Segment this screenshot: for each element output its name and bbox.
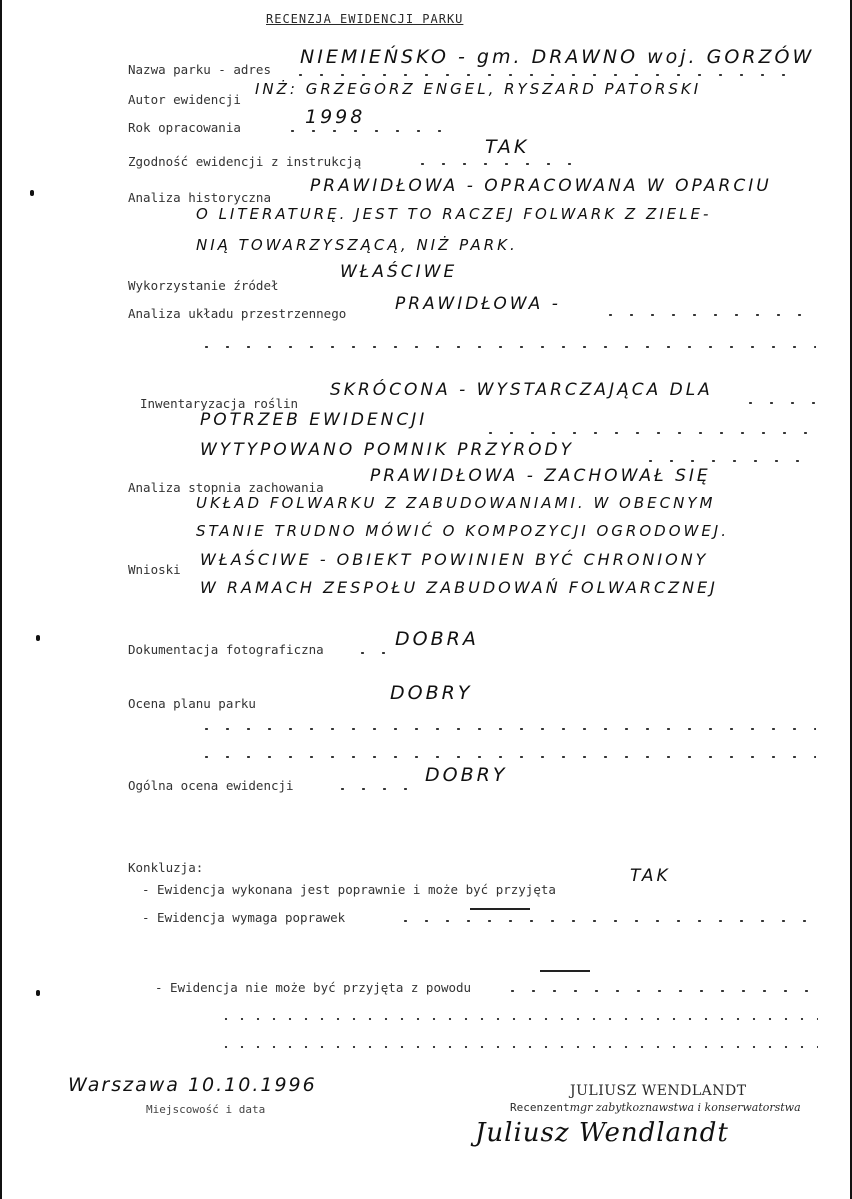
uklad-value: PRAWIDŁOWA -	[395, 294, 561, 314]
margin-mark	[36, 635, 40, 641]
margin-mark	[36, 990, 40, 996]
zrodla-value: WŁAŚCIWE	[340, 262, 458, 282]
konkluzja-opt3-dots-2	[218, 1018, 818, 1020]
autor-label: Autor ewidencji	[128, 92, 241, 107]
zgodnosc-label: Zgodność ewidencji z instrukcją	[128, 154, 362, 169]
konkluzja-heading: Konkluzja:	[128, 860, 204, 875]
uklad-dots-1	[600, 314, 810, 316]
ogolna-label: Ogólna ocena ewidencji	[128, 778, 294, 793]
opt2-stroke	[470, 908, 530, 910]
plan-dots-1	[196, 728, 816, 730]
autor-value: INŻ: GRZEGORZ ENGEL, RYSZARD PATORSKI	[255, 80, 702, 98]
document-title: RECENZJA EWIDENCJI PARKU	[266, 12, 464, 26]
place-date: Warszawa 10.10.1996	[68, 1074, 317, 1096]
dokumentacja-dots	[352, 652, 392, 654]
inwent-dots-1	[740, 402, 820, 404]
konkluzja-opt3: - Ewidencja nie może być przyjęta z powodu	[155, 980, 472, 995]
inwent-label: Inwentaryzacja roślin	[140, 396, 299, 411]
zrodla-label: Wykorzystanie źródeł	[128, 278, 279, 293]
nazwa-label: Nazwa parku - adres	[128, 62, 271, 77]
stopien-line1: PRAWIDŁOWA - ZACHOWAŁ SIĘ	[370, 466, 711, 486]
dokumentacja-label: Dokumentacja fotograficzna	[128, 642, 324, 657]
wnioski-line1: WŁAŚCIWE - OBIEKT POWINIEN BYĆ CHRONIONY	[200, 550, 709, 569]
wnioski-line2: W RAMACH ZESPOŁU ZABUDOWAŃ FOLWARCZNEJ	[200, 578, 718, 597]
reviewer-role: mgr zabytkoznawstwa i konserwatorstwa	[569, 1101, 801, 1114]
inwent-dots-3	[640, 460, 815, 462]
plan-label: Ocena planu parku	[128, 696, 256, 711]
plan-value: DOBRY	[390, 682, 473, 704]
analiza-hist-line1: PRAWIDŁOWA - OPRACOWANA W OPARCIU	[310, 176, 772, 196]
zgodnosc-dots	[412, 163, 582, 165]
nazwa-dots	[290, 74, 800, 76]
konkluzja-opt1-value: TAK	[630, 866, 671, 886]
konkluzja-opt2-dots	[395, 920, 815, 922]
ogolna-dots	[332, 788, 422, 790]
konkluzja-opt3-dots-3	[218, 1046, 818, 1048]
reviewer-role-prefix: Recenzent	[510, 1101, 570, 1114]
inwent-line2: POTRZEB EWIDENCJI	[200, 410, 428, 430]
margin-mark	[30, 190, 34, 196]
uklad-dots-2	[196, 346, 816, 348]
analiza-hist-line2: O LITERATURĘ. JEST TO RACZEJ FOLWARK Z ZIELE-	[196, 205, 712, 223]
rok-value: 1998	[305, 106, 366, 128]
opt3-stroke	[540, 970, 590, 972]
konkluzja-opt2: - Ewidencja wymaga poprawek	[142, 910, 346, 925]
inwent-line3: WYTYPOWANO POMNIK PRZYRODY	[200, 440, 575, 460]
konkluzja-opt3-dots-1	[502, 990, 812, 992]
reviewer-role-line	[510, 1101, 801, 1114]
stopien-line2: UKŁAD FOLWARKU Z ZABUDOWANIAMI. W OBECNYM	[196, 494, 716, 512]
uklad-label: Analiza układu przestrzennego	[128, 306, 347, 321]
rok-label: Rok opracowania	[128, 120, 241, 135]
analiza-hist-line3: NIĄ TOWARZYSZĄCĄ, NIŻ PARK.	[196, 236, 518, 254]
plan-dots-2	[196, 756, 816, 758]
ogolna-value: DOBRY	[425, 764, 508, 786]
dokumentacja-value: DOBRA	[395, 628, 479, 650]
zgodnosc-value: TAK	[485, 136, 530, 158]
stopien-line3: STANIE TRUDNO MÓWIĆ O KOMPOZYCJI OGRODOWEJ.	[196, 522, 730, 540]
wnioski-label: Wnioski	[128, 562, 181, 577]
analiza-hist-label: Analiza historyczna	[128, 190, 271, 205]
inwent-line1: SKRÓCONA - WYSTARCZAJĄCA DLA	[330, 380, 713, 400]
inwent-dots-2	[480, 432, 815, 434]
reviewer-name: JULIUSZ WENDLANDT	[570, 1083, 747, 1099]
konkluzja-opt1: - Ewidencja wykonana jest poprawnie i może być przyjęta	[142, 882, 556, 897]
stopien-label: Analiza stopnia zachowania	[128, 480, 324, 495]
rok-dots	[282, 130, 442, 132]
place-date-label: Miejscowość i data	[146, 1103, 266, 1116]
signature: Juliusz Wendlandt	[475, 1118, 729, 1148]
nazwa-value: NIEMIEŃSKO - gm. DRAWNO woj. GORZÓW	[300, 46, 815, 68]
